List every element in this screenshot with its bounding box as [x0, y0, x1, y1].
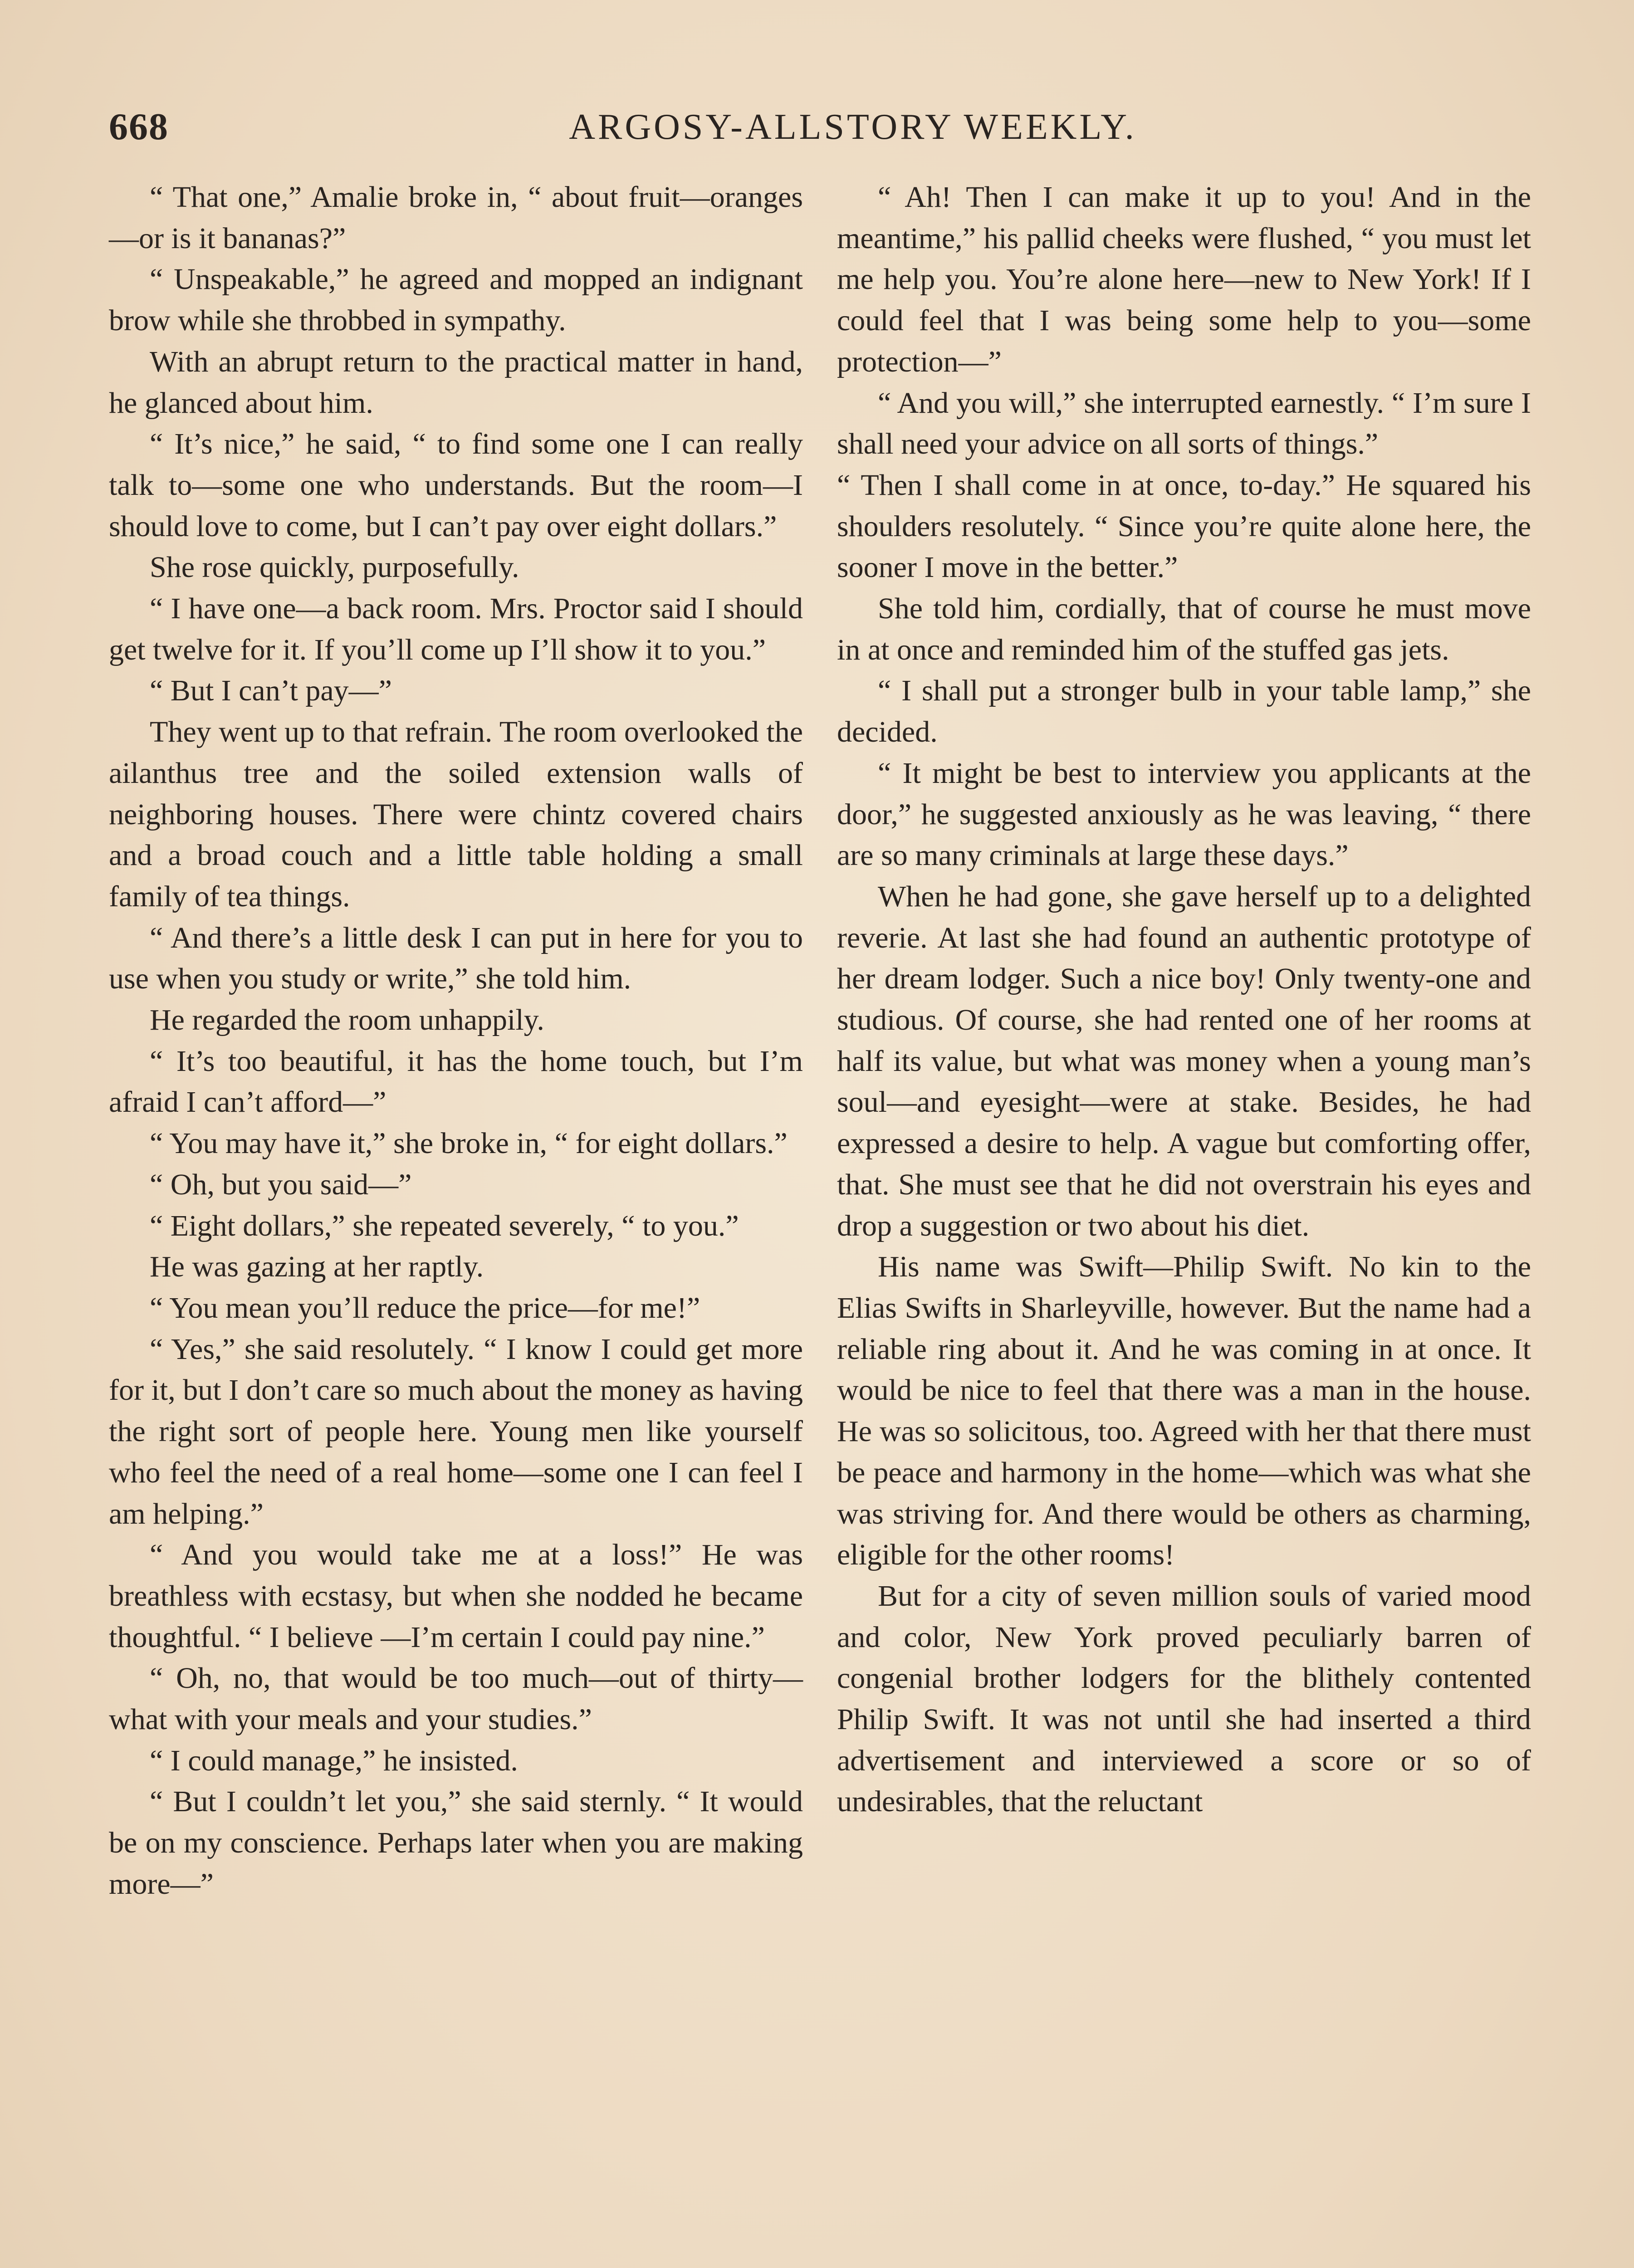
left-column: [109, 177, 803, 1905]
paragraph: “ It’s nice,” he said, “ to find some one I can really talk to—some one who understands. But the room—I should love to come, but I can’t pay over eight dollars.”: [109, 427, 803, 543]
paragraph: “ But I can’t pay—”: [150, 674, 392, 708]
paragraph: “ You may have it,” she broke in, “ for eight dollars.”: [150, 1127, 788, 1160]
paragraph: He regarded the room unhappily.: [150, 1003, 544, 1037]
paragraph: “ Ah! Then I can make it up to you! And in the meantime,” his pallid cheeks were flushed, “ you must let me help you. You’re alone here—new to New York! If I could feel that I was being some help to you—some protection—”: [837, 181, 1531, 378]
paragraph: “ Then I shall come in at once, to-day.” He squared his shoulders resolutely. “ Since you’re quite alone here, the sooner I move in the better.”: [837, 468, 1531, 584]
paragraph: But for a city of seven million souls of varied mood and color, New York proved peculiarly barren of congenial brother lodgers for the blithely contented Philip Swift. It was not until she had inserted a third advertisement and interviewed a score or so of undesirables, that the reluctant: [837, 1579, 1531, 1818]
page-header: [109, 102, 1529, 152]
paragraph: With an abrupt return to the practical matter in hand, he glanced about him.: [109, 345, 803, 420]
paragraph: “ And you would take me at a loss!” He was breathless with ecstasy, but when she nodded he became thoughtful. “ I believe —I’m certain I could pay nine.”: [109, 1538, 803, 1654]
paragraph: “ Eight dollars,” she repeated severely, “ to you.”: [150, 1209, 739, 1242]
paragraph: They went up to that refrain. The room overlooked the ailanthus tree and the soiled extension walls of neighboring houses. There were chintz covered chairs and a broad couch and a little table holding a small family of tea things.: [109, 715, 803, 913]
paragraph: “ Oh, but you said—”: [150, 1168, 412, 1201]
paragraph: “ I have one—a back room. Mrs. Proctor said I should get twelve for it. If you’ll come up I’ll show it to you.”: [109, 592, 803, 666]
paragraph: “ But I couldn’t let you,” she said sternly. “ It would be on my conscience. Perhaps later when you are making more—”: [109, 1785, 803, 1901]
paragraph: “ I shall put a stronger bulb in your table lamp,” she decided.: [837, 674, 1531, 749]
running-head: ARGOSY-ALLSTORY WEEKLY.: [569, 107, 1137, 147]
paragraph: “ Unspeakable,” he agreed and mopped an indignant brow while she throbbed in sympathy.: [109, 263, 803, 337]
paragraph: He was gazing at her raptly.: [150, 1250, 484, 1284]
paragraph: His name was Swift—Philip Swift. No kin to the Elias Swifts in Sharleyville, however. But the name had a reliable ring about it. And he was coming in at once. It would be nice to feel that there was a man in the house. He was so solicitous, too. Agreed with her that there must be peace and harmony in the home—which was what she was striving for. And there would be others as charming, eligible for the other rooms!: [837, 1250, 1531, 1572]
paragraph: She rose quickly, purposefully.: [150, 551, 519, 584]
paragraph: “ It might be best to interview you applicants at the door,” he suggested anxiously as he was leaving, “ there are so many criminals at large these days.”: [837, 756, 1531, 872]
paragraph: “ Yes,” she said resolutely. “ I know I could get more for it, but I don’t care so much about the money as having the right sort of people here. Young men like yourself who feel the need of a real home—some one I can feel I am helping.”: [109, 1332, 803, 1530]
paragraph: “ And you will,” she interrupted earnestly. “ I’m sure I shall need your advice on all sorts of things.”: [837, 386, 1531, 461]
paragraph: “ You mean you’ll reduce the price—for me!”: [150, 1291, 700, 1325]
paragraph: When he had gone, she gave herself up to a delighted reverie. At last she had found an authentic prototype of her dream lodger. Such a nice boy! Only twenty-one and studious. Of course, she had rented one of her rooms at half its value, but what was money when a young man’s soul—and eyesight—were at stake. Besides, he had expressed a desire to help. A vague but comforting offer, that. She must see that he did not overstrain his eyes and drop a suggestion or two about his diet.: [837, 880, 1531, 1242]
paragraph: “ I could manage,” he insisted.: [150, 1744, 518, 1777]
paragraph: “ Oh, no, that would be too much—out of thirty—what with your meals and your studies.”: [109, 1662, 803, 1736]
right-column: [837, 177, 1531, 1823]
paragraph: She told him, cordially, that of course he must move in at once and reminded him of the stuffed gas jets.: [837, 592, 1531, 666]
page-number: 668: [109, 106, 169, 148]
paragraph: “ That one,” Amalie broke in, “ about fruit—oranges—or is it bananas?”: [109, 181, 803, 255]
paragraph: “ It’s too beautiful, it has the home touch, but I’m afraid I can’t afford—”: [109, 1044, 803, 1119]
paragraph: “ And there’s a little desk I can put in here for you to use when you study or write,” she told him.: [109, 921, 803, 996]
